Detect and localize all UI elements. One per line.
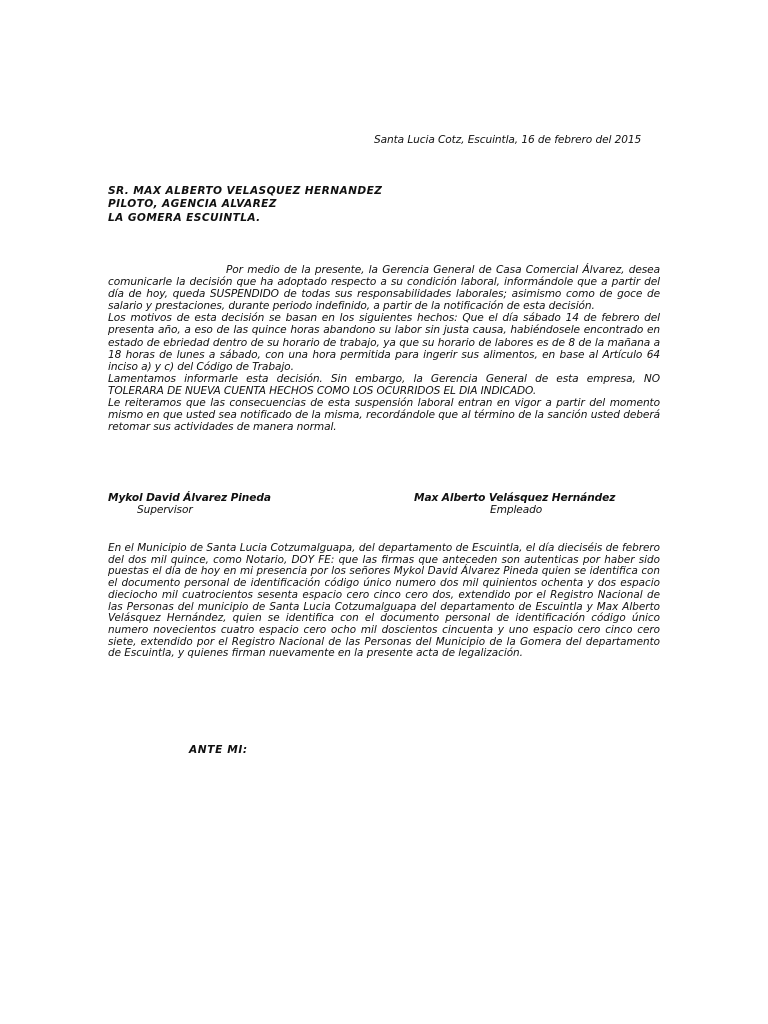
body-paragraph-4-text: Le reiteramos que las consecuencias de esta suspensión laboral entran en vigor a partir del momento mismo en que usted sea notificado de la misma, recordándole que al término de la sanción usted deberá retomar sus actividades de manera normal. [108,397,660,434]
body-paragraph-4 [108,397,660,433]
body-paragraph-2-text: Los motivos de esta decisión se basan en los siguientes hechos: Que el día sábado 14 de febrero del presenta año, a eso de las quince horas abandono su labor sin justa causa, habiéndosele encontrado en estado de ebriedad dentro de su horario de trabajo, ya que su horario de labores es de 8 de la mañana a 18 horas de lunes a sábado, con una hora permitida para ingerir sus alimentos, en base al Artículo 64 inciso a) y c) del Código de Trabajo. [108,312,660,373]
body-paragraph-1-text: Por medio de la presente, la Gerencia General de Casa Comercial Álvarez, desea comunicarle la decisión que ha adoptado respecto a su condición laboral, informándole que a partir del día de hoy, queda SUSPENDIDO de todas sus responsabilidades laborales; asimismo como de goce de salario y prestaciones, durante periodo indefinido, a partir de la notificación de esta decisión. [108,264,660,313]
ante-mi-label: ANTE MI: [189,744,248,756]
body-paragraph-1 [108,264,660,312]
signature-block [108,492,668,522]
employee-role: Empleado [490,504,543,517]
letter-body [108,264,660,433]
date-line: Santa Lucia Cotz, Escuintla, 16 de febrero del 2015 [374,134,642,146]
addressee-position: PILOTO, AGENCIA ALVAREZ [108,198,277,211]
legalization-paragraph: En el Municipio de Santa Lucia Cotzumalguapa, del departamento de Escuintla, el día dieciséis de febrero del dos mil quince, como Notario, DOY FE: que las firmas que anteceden son autenticas por haber sido puestas el día de hoy en mi presencia por los señores Mykol David Álvarez Pineda quien se identifica con el documento personal de identificación código único numero dos mil quinientos ochenta y dos espacio dieciocho mil cuatrocientos sesenta espacio cero cinco cero dos, extendido por el Registro Nacional de las Personas del municipio de Santa Lucia Cotzumalguapa del departamento de Escuintla y Max Alberto Velásquez Hernández, quien se identifica con el documento personal de identificación código único numero novecientos cuatro espacio cero ocho mil doscientos cincuenta y uno espacio cero cinco cero siete, extendido por el Registro Nacional de las Personas del Municipio de la Gomera del departamento de Escuintla, y quienes firman nuevamente en la presente acta de legalización. [108,542,660,660]
body-paragraph-3-text: Lamentamos informarle esta decisión. Sin embargo, la Gerencia General de esta empresa, NO TOLERARA DE NUEVA CUENTA HECHOS COMO LOS OCURRIDOS EL DIA INDICADO. [108,372,660,397]
addressee-block [108,185,528,225]
signature-employee [414,492,615,516]
supervisor-name: Mykol David Álvarez Pineda [108,492,271,504]
employee-name: Max Alberto Velásquez Hernández [414,492,616,504]
body-paragraph-3 [108,373,660,397]
addressee-name: SR. MAX ALBERTO VELASQUEZ HERNANDEZ [108,185,383,197]
body-paragraph-2 [108,312,660,372]
supervisor-role: Supervisor [137,504,193,517]
addressee-location: LA GOMERA ESCUINTLA. [108,211,261,224]
signature-supervisor [108,492,271,516]
